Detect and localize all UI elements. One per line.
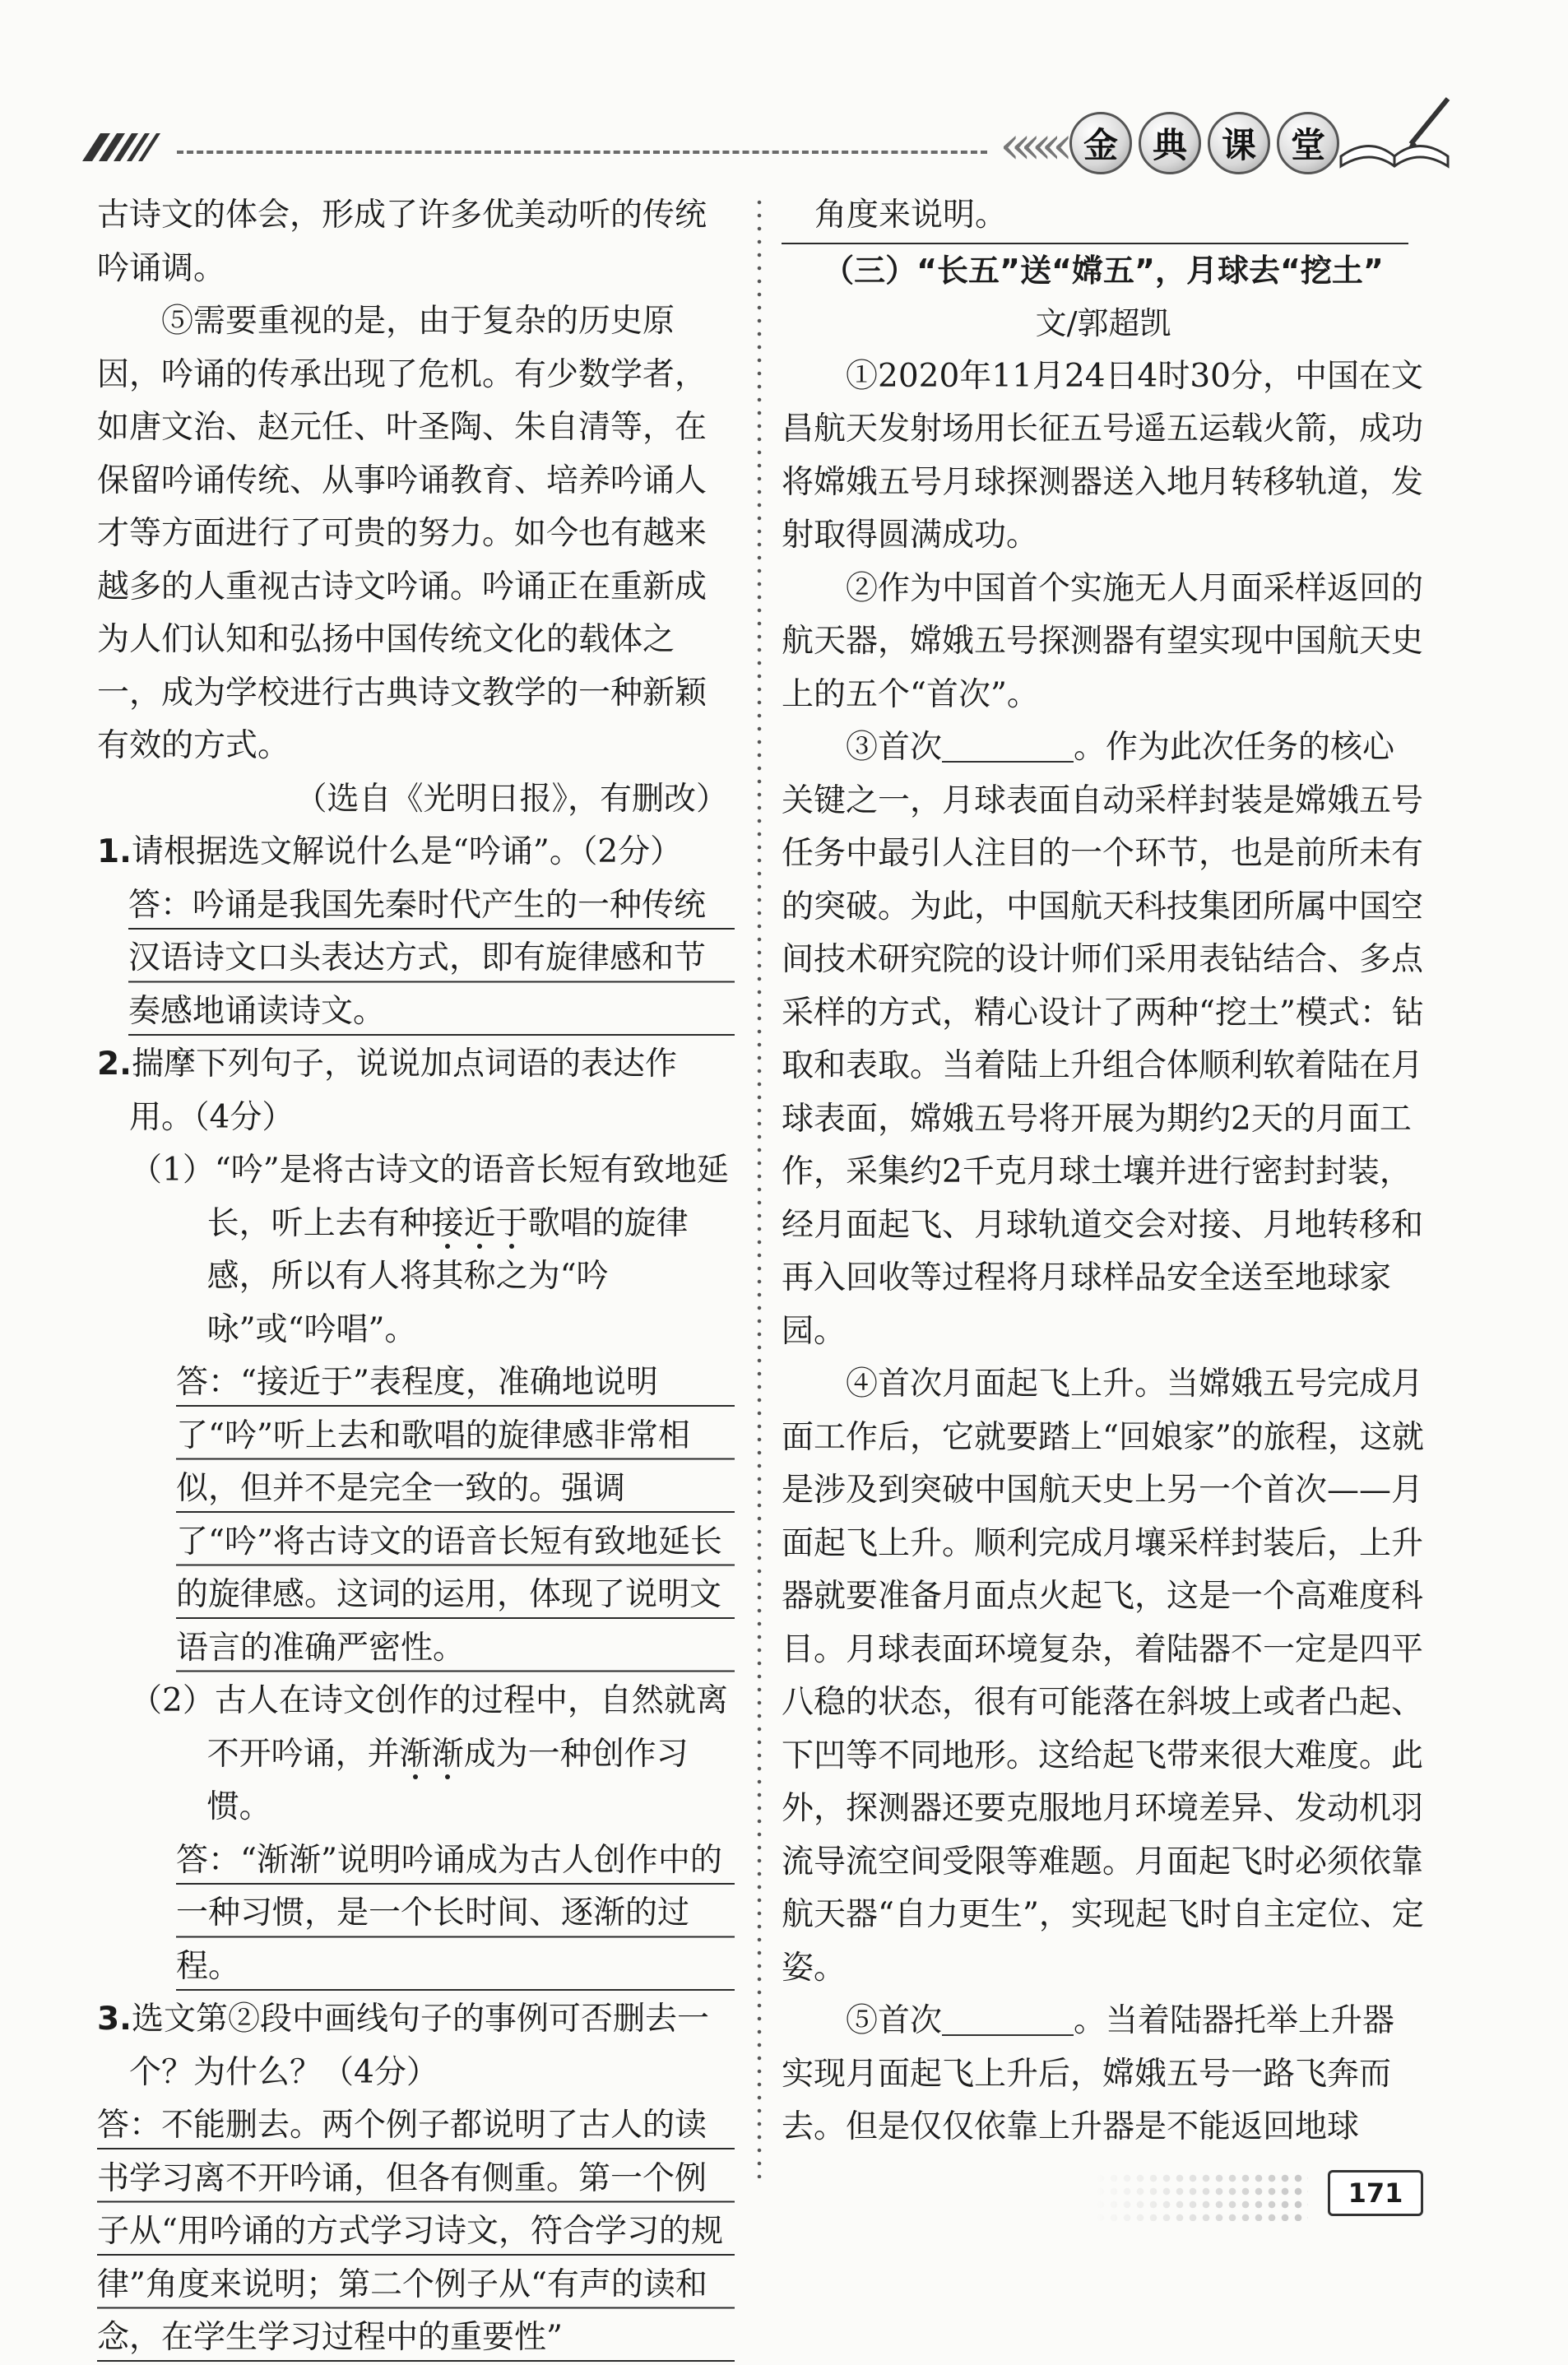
fill-blank[interactable]	[942, 728, 1074, 763]
dotted-char: 渐	[399, 1735, 432, 1773]
dotted-char: 接	[431, 1204, 464, 1242]
sub-question-1	[130, 1144, 735, 1356]
paragraph-1: ①2020年11月24日4时30分，中国在文昌航天发射场用长征五号遥五运载火箭，成功将嫦娥五号月球探测器送入地月转移轨道，发射取得圆满成功。	[782, 357, 1424, 554]
book-pen-icon	[1333, 90, 1456, 173]
brand-char: 堂	[1277, 112, 1339, 174]
brand-logo	[1069, 112, 1339, 174]
brand-char: 课	[1208, 112, 1270, 174]
article-author: 文/郭超凯	[1035, 305, 1171, 341]
header-chevrons-icon: «««	[1000, 115, 1062, 176]
question-text: 选文第②段中画线句子的事例可否删去一个？为什么？（4分）	[129, 2001, 709, 2091]
page-number: 171	[1328, 2170, 1423, 2216]
paragraph-text: 。作为此次任务的核心关键之一，月球表面自动采样封装是嫦娥五号任务中最引人注目的一个环节，也是前所未有的突破。为此，中国航天科技集团所属中国空间技术研究院的设计师们采用表钻结合、多点采样的方式，精心设计了两种“挖土”模式：钻取和表取。当着陆上升组合体顺利软着陆在月球表面，嫦娥五号将开展为期约2天的月面工作，采集约2千克月球土壤并进行密封封装，经月面起飞、月球轨道交会对接、月地转移和再入回收等过程将月球样品安全送至地球家园。	[782, 729, 1424, 1350]
paragraph-intro: 古诗文的体会，形成了许多优美动听的传统吟诵调。	[97, 197, 707, 287]
answer-text: 答：不能删去。两个例子都说明了古人的读书学习离不开吟诵，但各有侧重。第一个例子从“用吟诵的方式学习诗文，符合学习的规律”角度来说明；第二个例子从“有声的读和念，在学生学习过程中的重要性”	[97, 2099, 735, 2365]
question-1	[97, 826, 735, 1038]
question-text: 请根据选文解说什么是“吟诵”。（2分）	[131, 833, 683, 870]
column-divider	[757, 196, 762, 2178]
sub-question-text: （2）古人在诗文创作的过程中，自然就离不开吟诵，并	[130, 1682, 728, 1773]
question-number: 1.	[97, 833, 132, 870]
paragraph-4: ④首次月面起飞上升。当嫦娥五号完成月面工作后，它就要踏上“回娘家”的旅程，这就是涉及到突破中国航天史上另一个首次——月面起飞上升。顺利完成月壤采样封装后，上升器就要准备月面点火起飞，这是一个高难度科目。月球表面环境复杂，着陆器不一定是四平八稳的状态，很有可能落在斜坡上或者凸起、下凹等不同地形。这给起飞带来很大难度。此外，探测器还要克服地月环境差异、发动机羽流导流空间受限等难题。月面起飞时必须依靠航天器“自力更生”，实现起飞时自主定位、定姿。	[782, 1366, 1424, 1987]
paragraph-3	[782, 721, 1425, 1358]
header-dashed-line	[177, 151, 987, 154]
dotted-char: 近	[463, 1204, 496, 1242]
left-column	[97, 189, 735, 2365]
paragraph-text: 。当着陆器托举上升器实现月面起飞上升后，嫦娥五号一路飞奔而去。但是仅仅依靠上升器是不能返回地球	[782, 2002, 1395, 2145]
dotted-word	[432, 1205, 528, 1242]
paragraph-text: ⑤首次	[846, 2002, 943, 2039]
question-2	[97, 1038, 735, 1993]
fill-blank[interactable]	[942, 2001, 1074, 2036]
answer-text: 答：吟诵是我国先秦时代产生的一种传统汉语诗文口头表达方式，即有旋律感和节奏感地诵读诗文。	[128, 879, 735, 1039]
answer-continuation: 角度来说明。	[782, 189, 1408, 244]
dotted-word	[400, 1736, 464, 1773]
brand-char: 金	[1069, 112, 1132, 174]
sub-question-text: 歌唱的旋律感，所以有人将其称之为“吟咏”或“吟唱”。	[206, 1204, 689, 1348]
paragraph-2: ②作为中国首个实施无人月面采样返回的航天器，嫦娥五号探测器有望实现中国航天史上的五个“首次”。	[782, 569, 1424, 713]
question-number: 3.	[97, 2001, 132, 2038]
header-stripes-icon	[82, 130, 173, 163]
source-citation: （选自《光明日报》，有删改）	[295, 780, 728, 818]
dotted-char: 于	[495, 1204, 528, 1242]
article-title: （三）“长五”送“嫦五”，月球去“挖土”	[823, 252, 1384, 289]
sub-question-2	[130, 1675, 735, 1834]
footer-dots-decoration	[1094, 2172, 1308, 2221]
paragraph-5	[782, 1995, 1425, 2154]
question-number: 2.	[97, 1046, 132, 1083]
question-text: 揣摩下列句子，说说加点词语的表达作用。（4分）	[129, 1046, 677, 1136]
paragraph-text: ③首次	[846, 729, 943, 766]
dotted-char: 渐	[431, 1735, 464, 1773]
question-3	[97, 1993, 735, 2365]
answer-text: 答：“渐渐”说明吟诵成为古人创作中的一种习惯，是一个长时间、逐渐的过程。	[176, 1834, 735, 1994]
sub-question-text: （1）“吟”是将古诗文的语音长短有致地延长，听上去有种	[130, 1152, 729, 1242]
sub-question-text: 成为一种创作习惯。	[206, 1735, 689, 1825]
right-column	[782, 189, 1425, 2154]
paragraph-5: ⑤需要重视的是，由于复杂的历史原因，吟诵的传承出现了危机。有少数学者，如唐文治、赵元任、叶圣陶、朱自清等，在保留吟诵传统、从事吟诵教育、培养吟诵人才等方面进行了可贵的努力。如今也有越来越多的人重视古诗文吟诵。吟诵正在重新成为人们认知和弘扬中国传统文化的载体之一，成为学校进行古典诗文教学的一种新颖有效的方式。	[97, 303, 707, 764]
brand-char: 典	[1139, 112, 1201, 174]
answer-text: 答：“接近于”表程度，准确地说明了“吟”听上去和歌唱的旋律感非常相似，但并不是完全一致的。强调了“吟”将古诗文的语音长短有致地延长的旋律感。这词的运用，体现了说明文语言的准确严密性。	[176, 1356, 735, 1675]
